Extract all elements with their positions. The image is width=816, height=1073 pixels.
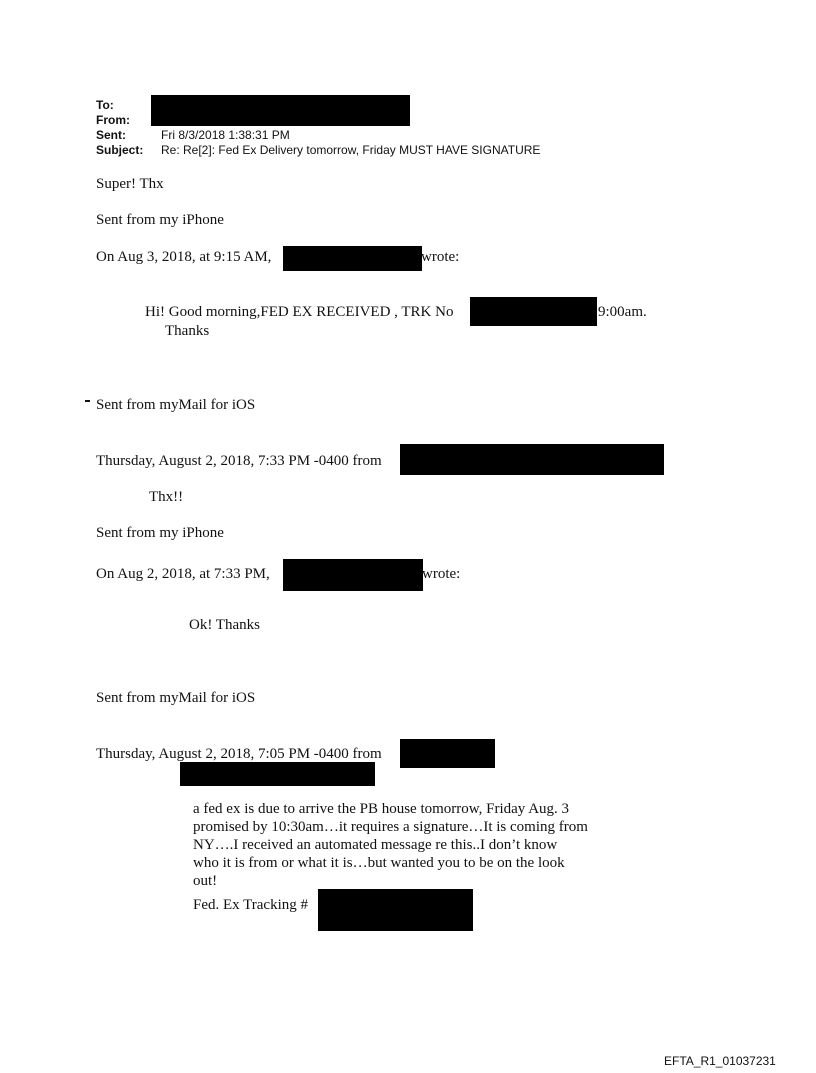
thread-header-2: Thursday, August 2, 2018, 7:05 PM -0400 from (96, 746, 382, 762)
quote-header-2-wrote: wrote: (422, 566, 461, 582)
received-message: Hi! Good morning,FED EX RECEIVED , TRK No (145, 304, 454, 320)
signature-iphone-2: Sent from my iPhone (96, 525, 224, 541)
from-label: From: (96, 113, 130, 127)
redaction-to-from (151, 95, 410, 126)
redaction-sender-2 (400, 444, 664, 475)
original-line-1: a fed ex is due to arrive the PB house tomorrow, Friday Aug. 3 (193, 801, 570, 817)
signature-mymail-1: Sent from myMail for iOS (96, 397, 256, 413)
original-line-2: promised by 10:30am…it requires a signature…It is coming from (193, 819, 588, 835)
ok-thanks-text: Ok! Thanks (189, 617, 260, 633)
redaction-sender-1 (283, 246, 422, 271)
quote-header-1: On Aug 3, 2018, at 9:15 AM, (96, 249, 272, 265)
redaction-sender-4b (180, 762, 375, 786)
thx-text: Thx!! (149, 489, 184, 505)
thread-header-1: Thursday, August 2, 2018, 7:33 PM -0400 from (96, 453, 382, 469)
tracking-label: Fed. Ex Tracking # (193, 897, 309, 913)
received-thanks: Thanks (165, 323, 210, 339)
redaction-sender-3 (283, 559, 423, 591)
original-line-5: out! (193, 873, 218, 889)
quote-header-2: On Aug 2, 2018, at 7:33 PM, (96, 566, 270, 582)
redaction-sender-4a (400, 739, 495, 768)
subject-label: Subject: (96, 143, 144, 157)
original-line-3: NY….I received an automated message re this..I don’t know (193, 837, 558, 853)
to-label: To: (96, 98, 114, 112)
redaction-tracking-2 (318, 889, 473, 931)
original-line-4: who it is from or what it is…but wanted you to be on the look (193, 855, 565, 871)
received-time: 9:00am. (598, 304, 647, 320)
signature-mymail-2: Sent from myMail for iOS (96, 690, 256, 706)
quote-header-1-wrote: wrote: (421, 249, 460, 265)
subject-value: Re: Re[2]: Fed Ex Delivery tomorrow, Friday MUST HAVE SIGNATURE (161, 143, 541, 157)
sent-label: Sent: (96, 128, 126, 142)
sent-value: Fri 8/3/2018 1:38:31 PM (161, 128, 290, 142)
dash-mark (85, 400, 90, 402)
redaction-tracking-1 (470, 297, 597, 326)
document-id: EFTA_R1_01037231 (664, 1054, 776, 1068)
signature-iphone-1: Sent from my iPhone (96, 212, 224, 228)
reply-text: Super! Thx (96, 176, 164, 192)
